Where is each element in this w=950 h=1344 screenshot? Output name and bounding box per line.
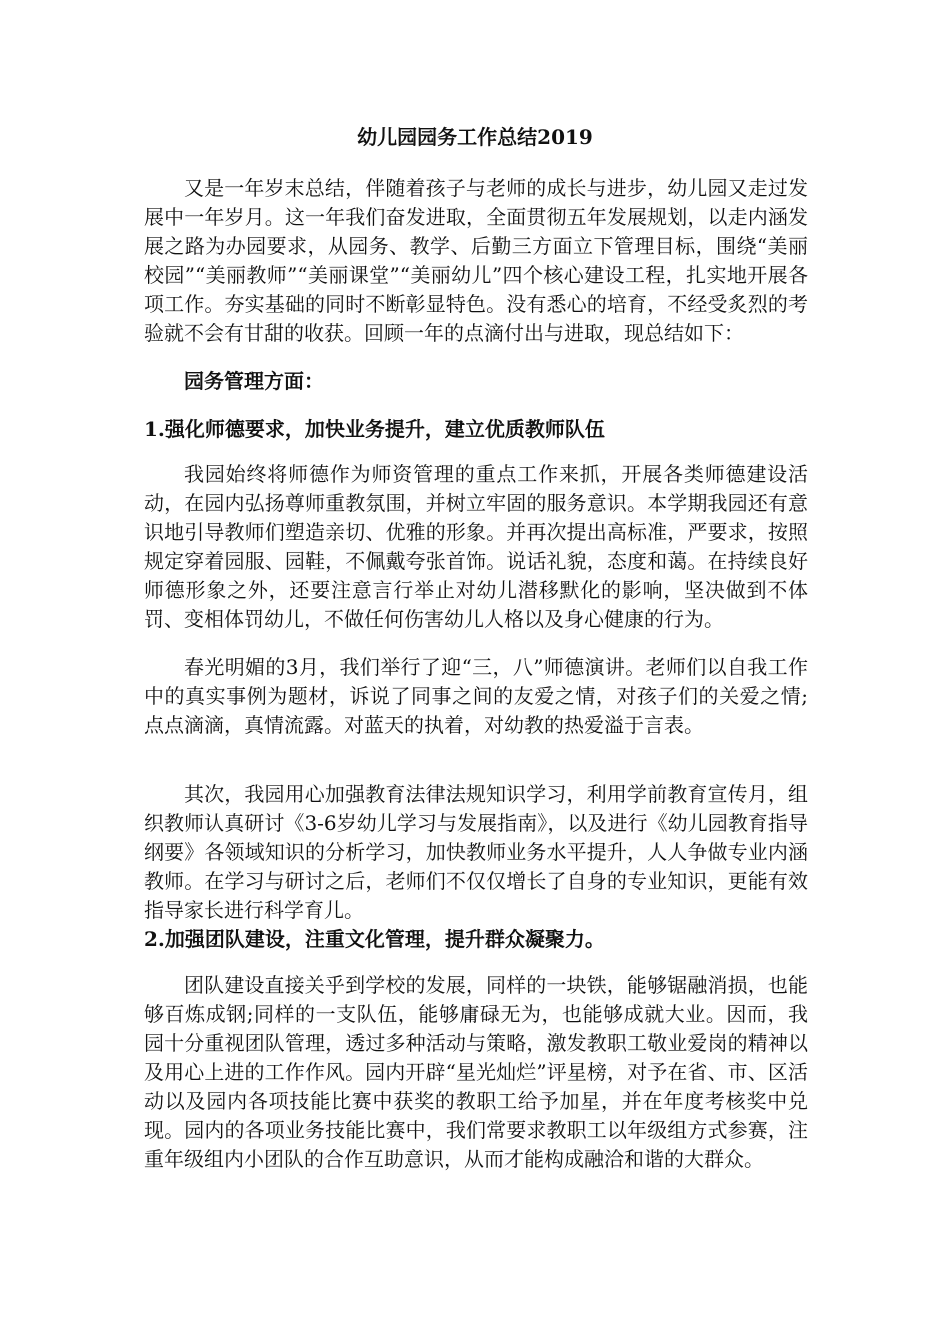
document-title: 幼儿园园务工作总结2019	[357, 125, 593, 149]
subsection-2-paragraph-1: 团队建设直接关乎到学校的发展，同样的一块铁，能够锯融消损，也能够百炼成钢;同样的一支队伍，能够庸碌无为，也能够成就大业。因而，我园十分重视团队管理，透过多种活动与策略，激发教职工敬业爱岗的精神以及用心上进的工作作风。园内开辟“星光灿烂”评星榜，对予在省、市、区活动以及园内各项技能比赛中获奖的教职工给予加星，并在年度考核奖中兑现。园内的各项业务技能比赛中，我们常要求教职工以年级组方式参赛，注重年级组内小团队的合作互助意识，从而才能构成融洽和谐的大群众。	[144, 973, 808, 1171]
subsection-1-paragraph-2: 春光明媚的3月，我们举行了迎“三，八”师德演讲。老师们以自我工作中的真实事例为题材，诉说了同事之间的友爱之情，对孩子们的关爱之情;点点滴滴，真情流露。对蓝天的执着，对幼教的热爱溢于言表。	[144, 655, 808, 737]
subsection-1-paragraph-1: 我园始终将师德作为师资管理的重点工作来抓，开展各类师德建设活动，在园内弘扬尊师重教氛围，并树立牢固的服务意识。本学期我园还有意识地引导教师们塑造亲切、优雅的形象。并再次提出高标准，严要求，按照规定穿着园服、园鞋，不佩戴夸张首饰。说话礼貌，态度和蔼。在持续良好师德形象之外，还要注意言行举止对幼儿潜移默化的影响，坚决做到不体罚、变相体罚幼儿，不做任何伤害幼儿人格以及身心健康的行为。	[144, 462, 808, 631]
intro-paragraph: 又是一年岁末总结，伴随着孩子与老师的成长与进步，幼儿园又走过发展中一年岁月。这一年我们奋发进取，全面贯彻五年发展规划，以走内涵发展之路为办园要求，从园务、教学、后勤三方面立下管理目标，围绕“美丽校园”“美丽教师”“美丽课堂”“美丽幼儿”四个核心建设工程，扎实地开展各项工作。夯实基础的同时不断彰显特色。没有悉心的培育，不经受炙烈的考验就不会有甘甜的收获。回顾一年的点滴付出与进取，现总结如下：	[144, 176, 808, 345]
subsection-2-heading: 2.加强团队建设，注重文化管理，提升群众凝聚力。	[144, 927, 605, 951]
section-heading: 园务管理方面：	[184, 369, 324, 393]
subsection-1-heading: 1.强化师德要求，加快业务提升，建立优质教师队伍	[144, 417, 605, 441]
subsection-1-paragraph-3: 其次，我园用心加强教育法律法规知识学习，利用学前教育宣传月，组织教师认真研讨《3-6岁幼儿学习与发展指南》，以及进行《幼儿园教育指导纲要》各领域知识的分析学习，加快教师业务水平提升，人人争做专业内涵教师。在学习与研讨之后，老师们不仅仅增长了自身的专业知识，更能有效指导家长进行科学育儿。	[144, 782, 808, 922]
